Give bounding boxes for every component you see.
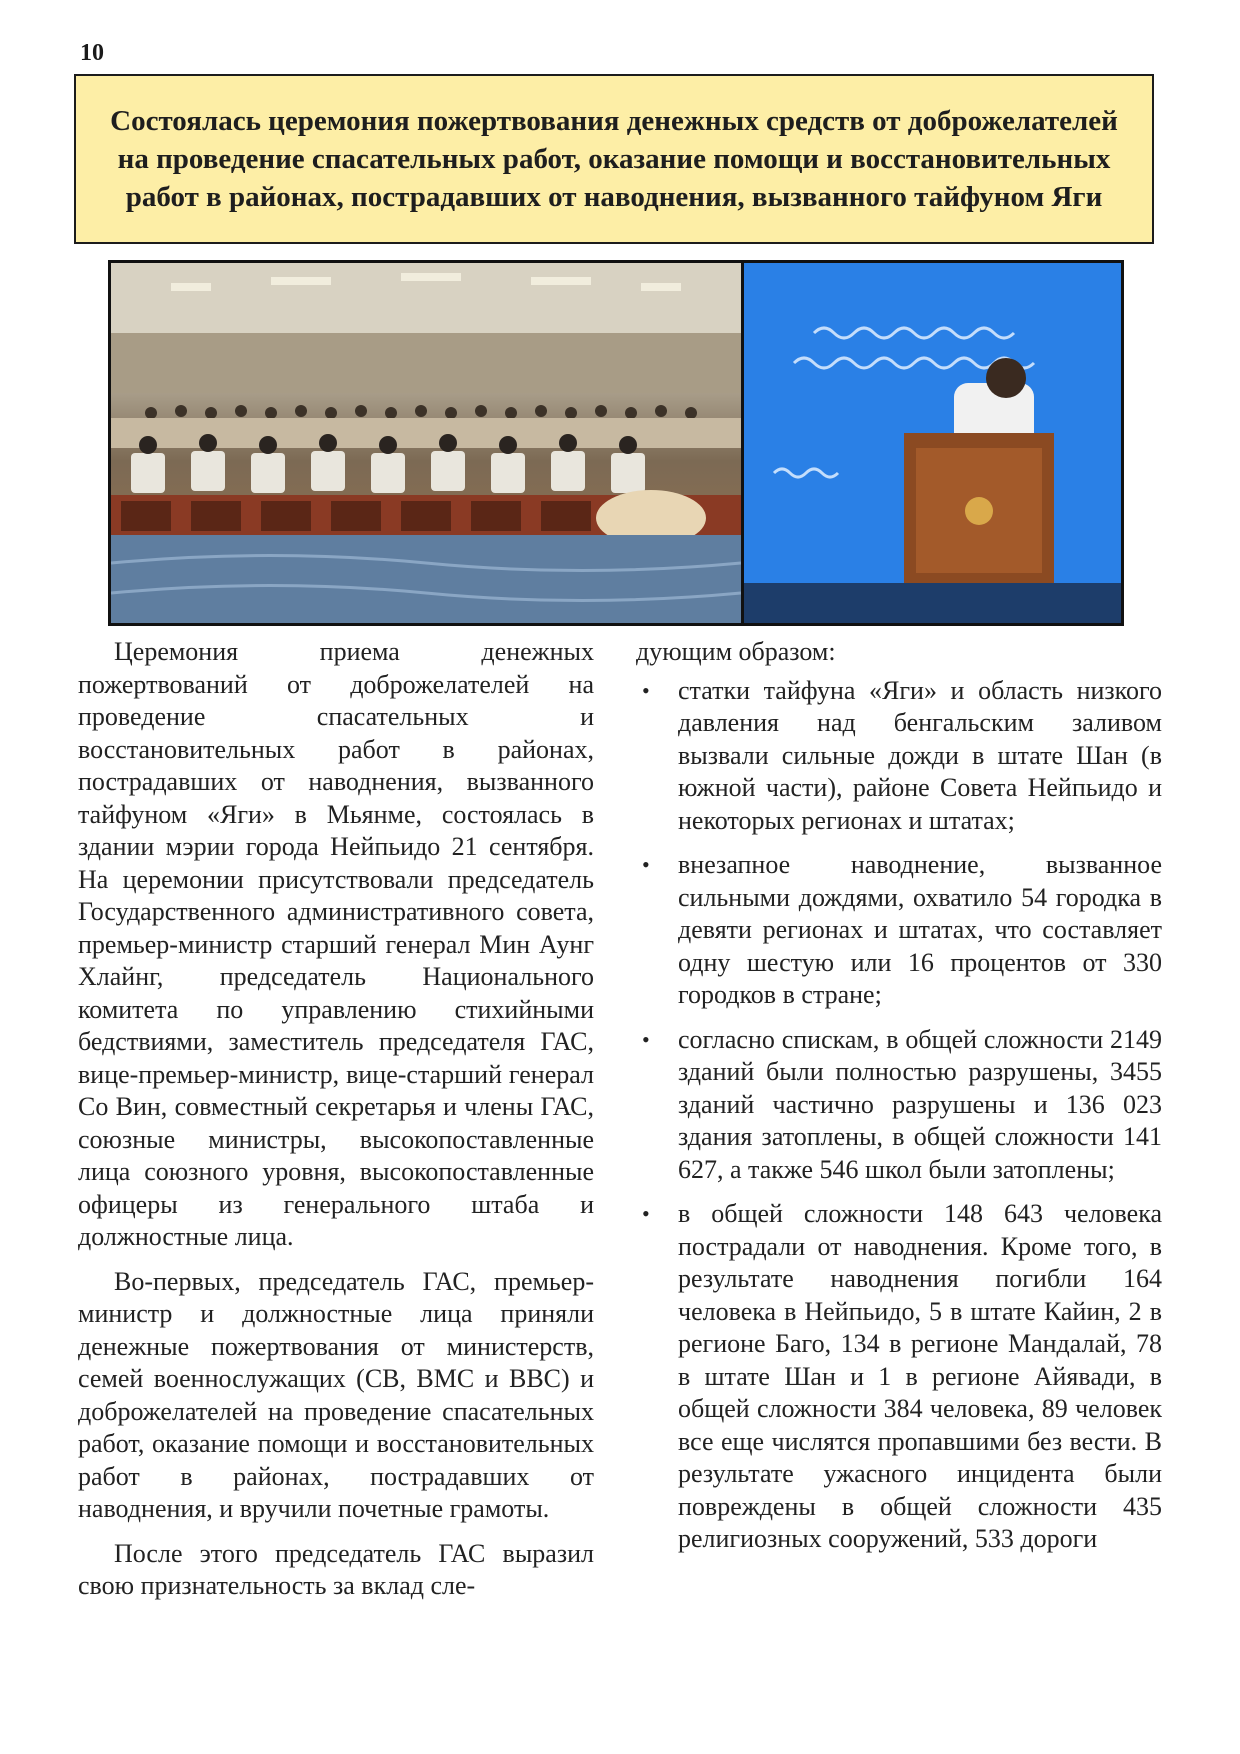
speaker-at-podium-photo <box>744 263 1121 623</box>
list-item <box>636 1024 1162 1187</box>
list-item-text: внезапное наводнение, вызванное сильными дождями, охватило 54 городка в девяти регионах и штатах, что составляет одну шестую или 16 процентов от 330 городков в стране; <box>678 850 1162 1009</box>
bullet-list <box>636 675 1162 1556</box>
left-column <box>78 636 594 1615</box>
bullet-icon: • <box>642 1026 650 1052</box>
paragraph: После этого председатель ГАС выразил свою признательность за вклад сле- <box>78 1538 594 1600</box>
podium-illustration <box>744 263 1121 623</box>
right-column <box>636 636 1162 1568</box>
bullet-icon: • <box>642 1201 650 1226</box>
list-item-text: в общей сложности 148 643 человека пострадали от наводнения. Кроме того, в результате наводнения погибли 164 человека в Нейпьидо, 5 в штате Кайин, 2 в регионе Баго, 134 в регионе Мандалай, 78 в штате Шан и 1 в регионе Айявади, в общей сложности 384 человека, 89 человек все еще числятся пропавшими без вести. В результате ужасного инцидента были повреждены в общей сложности 435 религиозных сооружений, 533 дороги <box>678 1199 1162 1553</box>
article-title: Состоялась церемония пожертвования денежных средств от доброжелателей на проведение спасательных работ, оказание помощи и восстановительных работ в районах, пострадавших от наводнения, вызванного тайфуном Яги <box>110 105 1118 213</box>
list-item <box>636 849 1162 1012</box>
list-item <box>636 1198 1162 1556</box>
bullet-icon: • <box>642 677 650 703</box>
list-item-text: согласно спискам, в общей сложности 2149 зданий были полностью разрушены, 3455 зданий частично разрушены и 136 023 здания затоплены, в общей сложности 141 627, а также 546 школ были затоплены; <box>678 1024 1162 1184</box>
paragraph-continuation: дующим образом: <box>636 637 836 666</box>
paragraph: Во-первых, председатель ГАС, премьер-министр и должностные лица приняли денежные пожертвования от министерств, семей военнослужащих (СВ, ВМС и ВВС) и доброжелателей на проведение спасательных работ, оказание помощи и восстановительных работ в районах, пострадавших от наводнения, и вручили почетные грамоты. <box>78 1266 594 1523</box>
audience-illustration <box>111 263 741 623</box>
photo-frame <box>108 260 1124 626</box>
list-item <box>636 675 1162 838</box>
paragraph: Церемония приема денежных пожертвований от доброжелателей на проведение спасательных и восстановительных работ в районах, пострадавших от наводнения, вызванного тайфуном «Яги» в Мьянме, состоялась в здании мэрии города Нейпьидо 21 сентября. На церемонии присутствовали председатель Государственного административного совета, премьер-министр старший генерал Мин Аунг Хлайнг, председатель Национального комитета по управлению стихийными бедствиями, заместитель председателя ГАС, вице-премьер-министр, вице-старший генерал Со Вин, совместный секретарья и члены ГАС, союзные министры, высокопоставленные лица союзного уровня, высокопоставленные офицеры из генерального штаба и должностные лица. <box>78 637 594 1251</box>
bullet-icon: • <box>642 852 650 877</box>
title-box <box>74 74 1154 244</box>
list-item-text: статки тайфуна «Яги» и область низкого давления над бенгальским заливом вызвали сильные дожди в штате Шан (в южной части), районе Совета Нейпьидо и некоторых регионах и штатах; <box>678 675 1162 835</box>
page-number: 10 <box>80 40 104 66</box>
ceremony-audience-photo <box>111 263 741 623</box>
